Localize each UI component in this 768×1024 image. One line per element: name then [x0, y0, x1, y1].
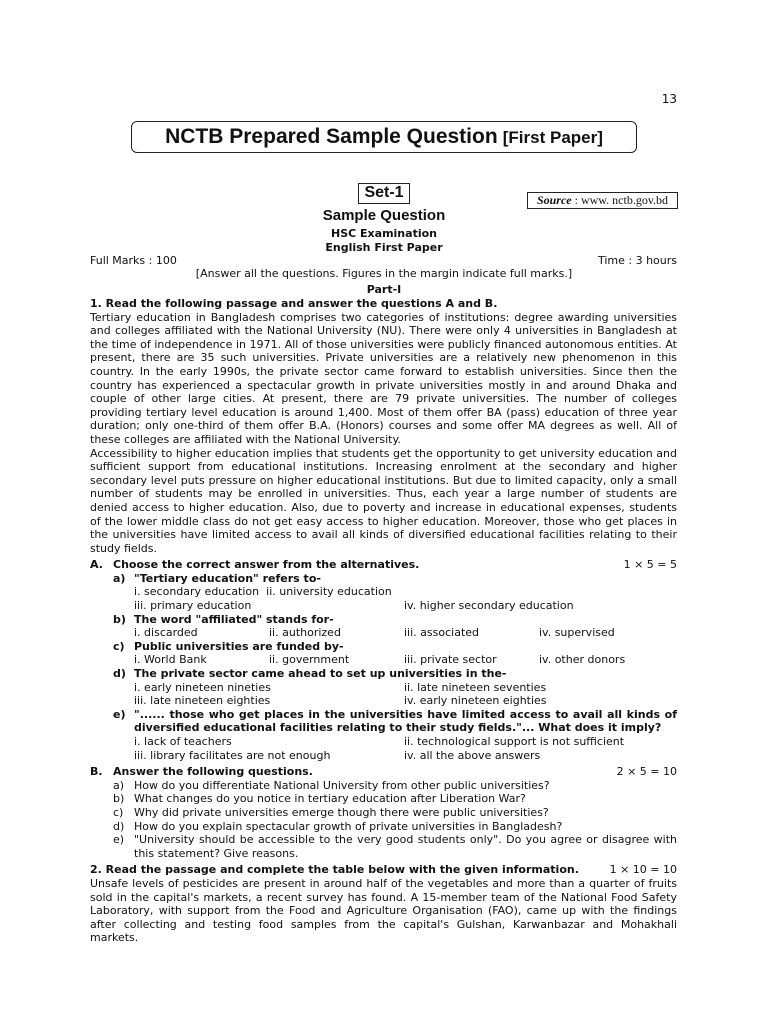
mcq-option: i. lack of teachers — [134, 735, 232, 748]
mcq-option: i. secondary education — [134, 585, 260, 599]
item-label: a) — [113, 778, 125, 792]
mcq-question: The word "affiliated" stands for- — [134, 612, 334, 626]
exam-name: HSC Examination — [331, 227, 437, 240]
mcq-option: iii. primary education — [134, 599, 252, 613]
title-main: NCTB Prepared Sample Question — [165, 125, 498, 148]
instruction: [Answer all the questions. Figures in the margin indicate full marks.] — [195, 267, 573, 280]
section-b-label: B. — [90, 765, 103, 779]
source-label: Source — [536, 193, 572, 207]
part-heading: Part-I — [366, 283, 402, 296]
mcq-question: "...... those who get places in the universities have limited access to avail all kinds of diversified educational facilities relating to their study fields."... What does it imply? — [134, 707, 677, 735]
mcq-options-e-2 — [90, 749, 677, 763]
mcq-item-e — [90, 708, 677, 735]
page-title — [131, 121, 637, 153]
mcq-item-b — [90, 613, 677, 627]
mcq-option: iii. associated — [404, 626, 480, 640]
mcq-option: iv. early nineteen eighties — [404, 694, 547, 708]
mcq-options-e-1 — [90, 735, 677, 749]
item-label: d) — [113, 819, 125, 833]
list-item — [113, 779, 677, 793]
item-text: How do you explain spectacular growth of private universities in Bangladesh? — [134, 819, 563, 833]
mcq-label: b) — [113, 612, 126, 626]
mcq-option: ii. authorized — [269, 626, 341, 640]
item-text: "University should be accessible to the very good students only". Do you agree or disagree with this statement? Give reasons. — [134, 833, 677, 860]
mcq-option: iii. late nineteen eighties — [134, 694, 271, 708]
mcq-options-d-1 — [90, 681, 677, 695]
mcq-option: iv. higher secondary education — [404, 599, 574, 613]
item-label: e) — [113, 833, 125, 847]
item-text: What changes do you notice in tertiary education after Liberation War? — [134, 792, 526, 806]
mcq-options-b — [90, 626, 677, 640]
title-sub: [First Paper] — [502, 128, 603, 147]
list-item — [113, 833, 677, 860]
sample-question-heading: Sample Question — [322, 207, 446, 224]
set-label: Set-1 — [358, 183, 410, 204]
item-text: How do you differentiate National University from other public universities? — [134, 778, 550, 792]
q1-passage-para1: Tertiary education in Bangladesh comprises two categories of institutions: degree awarding universities and colleges affiliated with the National University (NU). There were only 4 universities in Bangladesh at the time of independence in 1971. All of those universities were publicly financed autonomous entities. At present, there are 35 such universities. Private universities are a relatively new phenomenon in this country. In the early 1990s, the private sector came forward to establish universities. Since then the country has experienced a spectacular growth in private universities mostly in and around Dhaka and couple of other large cities. At present, there are 79 private universities. The number of colleges providing tertiary level education is around 1,400. Most of them offer BA (pass) education of three year duration; only one-third of them offer B.A. (Honors) courses and some offer MA degrees as well. All of these colleges are affiliated with the National University. — [90, 310, 677, 446]
mcq-option: i. early nineteen nineties — [134, 680, 271, 694]
mcq-item-c — [90, 640, 677, 654]
mcq-option: ii. university education — [266, 585, 392, 599]
mcq-option: iii. library facilitates are not enough — [134, 748, 331, 762]
mcq-label: c) — [113, 639, 125, 653]
mcq-option: i. discarded — [134, 626, 198, 640]
paper-name: English First Paper — [325, 241, 443, 254]
source-value: : www. nctb.gov.bd — [574, 193, 669, 207]
mcq-option: iv. other donors — [539, 653, 626, 667]
section-a-label: A. — [90, 558, 103, 572]
section-b-marks: 2 × 5 = 10 — [616, 765, 677, 779]
list-item — [113, 820, 677, 834]
item-label: b) — [113, 792, 125, 806]
mcq-options-d-2 — [90, 694, 677, 708]
mcq-options-a-2 — [90, 599, 677, 613]
section-a-header — [90, 558, 677, 572]
section-a-title: Choose the correct answer from the alternatives. — [113, 558, 420, 572]
section-a-marks: 1 × 5 = 5 — [623, 558, 677, 572]
q2-marks: 1 × 10 = 10 — [609, 863, 677, 877]
mcq-item-d — [90, 667, 677, 681]
mcq-option: i. World Bank — [134, 653, 207, 667]
section-b-header — [90, 765, 677, 779]
section-b-title: Answer the following questions. — [113, 765, 313, 779]
mcq-question: "Tertiary education" refers to- — [134, 571, 321, 585]
q2-title: 2. Read the passage and complete the table below with the given information. — [90, 863, 579, 877]
time-allowed: Time : 3 hours — [597, 254, 677, 267]
full-marks: Full Marks : 100 — [90, 254, 177, 267]
mcq-label: d) — [113, 667, 126, 681]
q2-header — [90, 863, 677, 877]
question-content — [90, 297, 677, 945]
q1-passage-para2: Accessibility to higher education implies that students get the opportunity to get university education and sufficient support from educational institutions. Increasing enrolment at the secondary and higher secondary level puts pressure on higher educational institutions. But due to limited capacity, only a small number of students may be enrolled in universities. Thus, each year a large number of students are denied access to higher education. Also, due to poverty and increase in educational expenses, students of the lower middle class do not get easy access to higher education. Moreover, those who get places in the universities have limited access to avail all kinds of diversified educational facilities relating to their study fields. — [90, 446, 677, 555]
item-label: c) — [113, 805, 124, 819]
mcq-options-c — [90, 653, 677, 667]
q2-passage: Unsafe levels of pesticides are present in around half of the vegetables and more than a quarter of fruits sold in the capital's markets, a recent survey has found. A 15-member team of the National Food Safety Laboratory, with support from the Food and Agriculture Organisation (FAO), came up with the findings after collecting and testing food samples from the capital's Gulshan, Karwanbazar and Mohakhali markets. — [90, 876, 677, 945]
mcq-question: Public universities are funded by- — [134, 639, 344, 653]
q1-title: 1. Read the following passage and answer the questions A and B. — [90, 297, 498, 310]
mcq-option: ii. late nineteen seventies — [404, 680, 547, 694]
mcq-question: The private sector came ahead to set up universities in the- — [134, 667, 507, 681]
mcq-option: iv. supervised — [539, 626, 615, 640]
mcq-option: ii. technological support is not sufficient — [404, 735, 625, 748]
mcq-item-a — [90, 572, 677, 586]
mcq-label: e) — [113, 707, 126, 721]
mcq-option: iii. private sector — [404, 653, 497, 667]
item-text: Why did private universities emerge though there were public universities? — [134, 805, 549, 819]
mcq-option: ii. government — [269, 653, 350, 667]
mcq-label: a) — [113, 571, 126, 585]
list-item — [113, 806, 677, 820]
page-number: 13 — [661, 92, 677, 106]
mcq-option: iv. all the above answers — [404, 748, 541, 762]
list-item — [113, 792, 677, 806]
mcq-options-a — [90, 585, 677, 599]
section-b-list — [90, 779, 677, 861]
